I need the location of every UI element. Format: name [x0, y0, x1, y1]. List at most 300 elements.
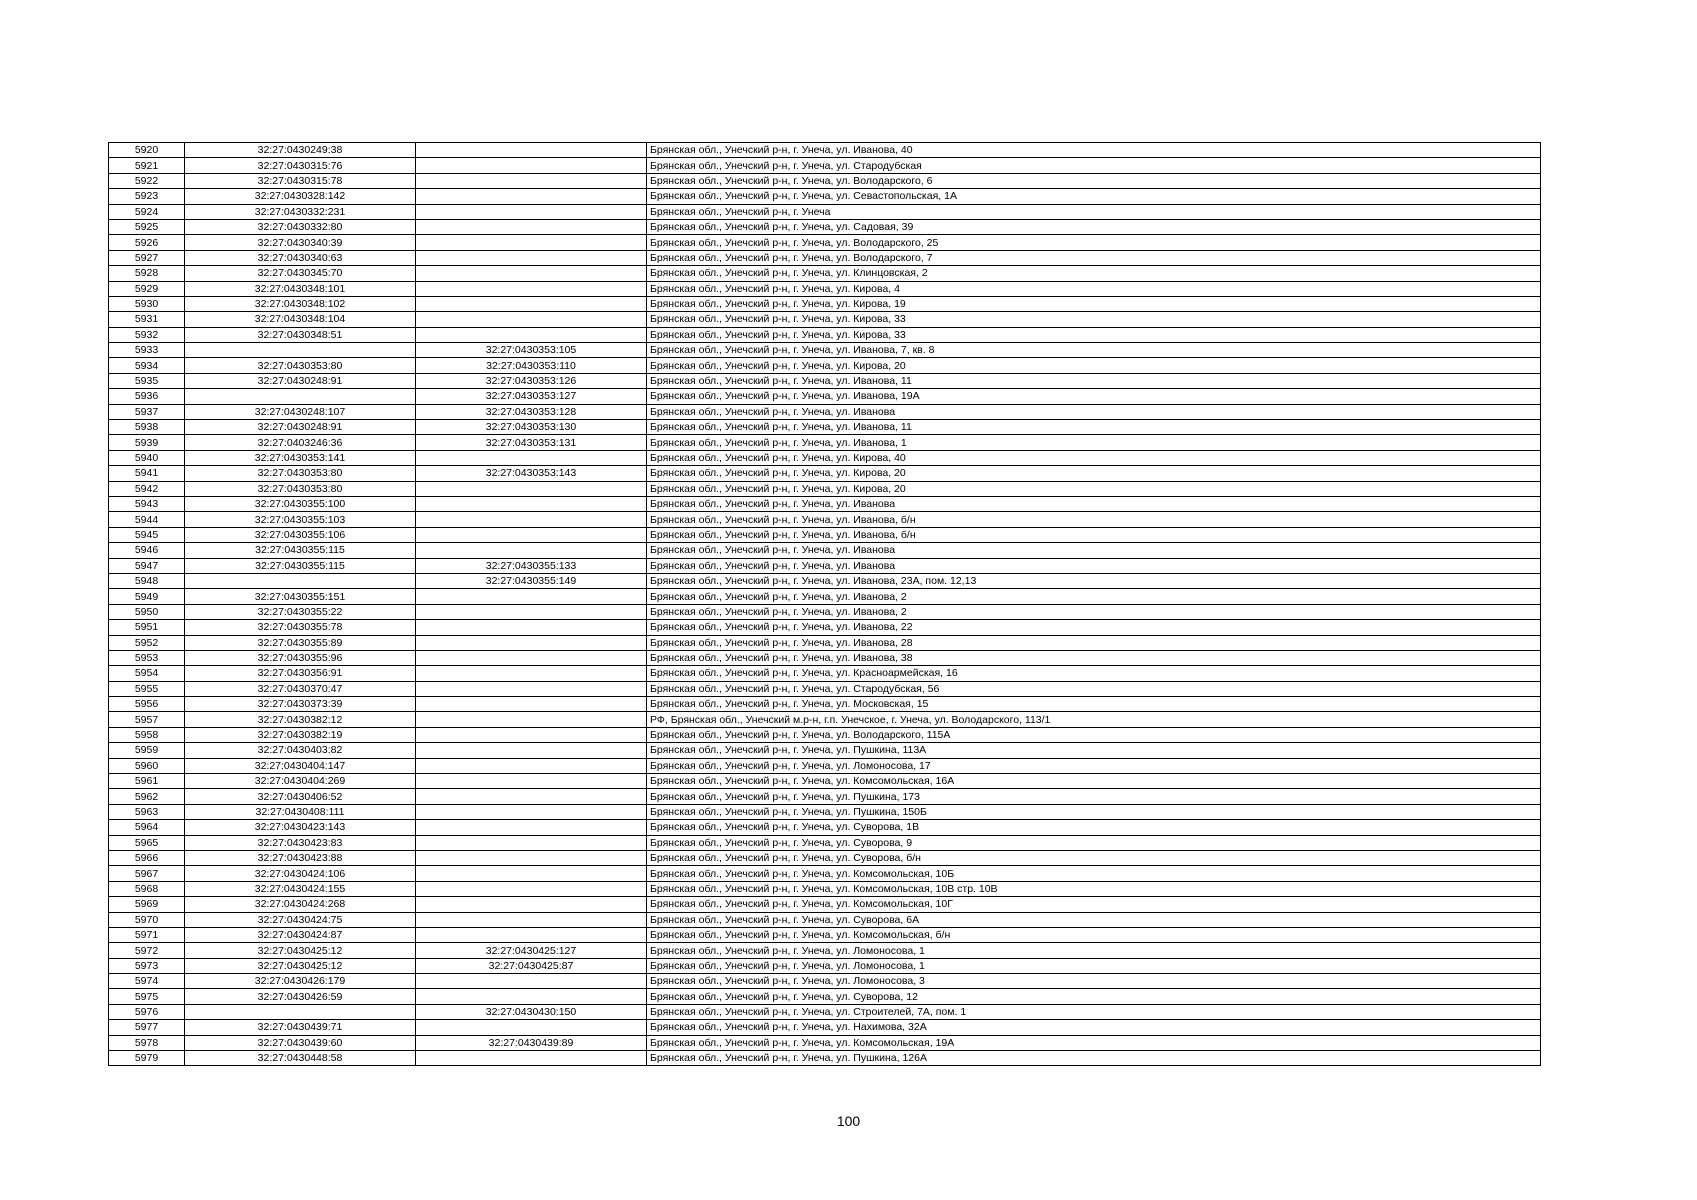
address-cell: Брянская обл., Унечский р-н, г. Унеча, ул. Кирова, 33 — [647, 312, 1541, 327]
address-cell: Брянская обл., Унечский р-н, г. Унеча, ул. Стародубская — [647, 158, 1541, 173]
related-cadastral-number-cell — [416, 635, 647, 650]
row-number-cell: 5975 — [109, 989, 185, 1004]
cadastral-number-cell — [185, 1004, 416, 1019]
related-cadastral-number-cell — [416, 881, 647, 896]
cadastral-number-cell: 32:27:0430425:12 — [185, 958, 416, 973]
address-cell: Брянская обл., Унечский р-н, г. Унеча, ул. Иванова — [647, 558, 1541, 573]
related-cadastral-number-cell: 32:27:0430439:89 — [416, 1035, 647, 1050]
related-cadastral-number-cell — [416, 774, 647, 789]
row-number-cell: 5968 — [109, 881, 185, 896]
row-number-cell: 5932 — [109, 327, 185, 342]
cadastral-number-cell: 32:27:0430355:106 — [185, 527, 416, 542]
cadastral-number-cell: 32:27:0430248:91 — [185, 373, 416, 388]
table-row — [109, 927, 1541, 942]
address-cell: Брянская обл., Унечский р-н, г. Унеча, ул. Пушкина, 150Б — [647, 804, 1541, 819]
address-cell: Брянская обл., Унечский р-н, г. Унеча, ул. Кирова, 20 — [647, 358, 1541, 373]
address-cell: Брянская обл., Унечский р-н, г. Унеча, ул. Иванова, 40 — [647, 143, 1541, 158]
table-row — [109, 1035, 1541, 1050]
address-cell: Брянская обл., Унечский р-н, г. Унеча, ул. Иванова, б/н — [647, 512, 1541, 527]
cadastral-number-cell: 32:27:0430348:51 — [185, 327, 416, 342]
related-cadastral-number-cell — [416, 158, 647, 173]
related-cadastral-number-cell — [416, 727, 647, 742]
table-row — [109, 404, 1541, 419]
cadastral-number-cell: 32:27:0430448:58 — [185, 1051, 416, 1066]
registry-table — [108, 142, 1541, 1066]
row-number-cell: 5963 — [109, 804, 185, 819]
cadastral-number-cell: 32:27:0430348:101 — [185, 281, 416, 296]
related-cadastral-number-cell — [416, 897, 647, 912]
address-cell: Брянская обл., Унечский р-н, г. Унеча, ул. Комсомольская, 10Б — [647, 866, 1541, 881]
row-number-cell: 5962 — [109, 789, 185, 804]
table-row — [109, 527, 1541, 542]
row-number-cell: 5939 — [109, 435, 185, 450]
related-cadastral-number-cell — [416, 204, 647, 219]
cadastral-number-cell — [185, 343, 416, 358]
address-cell: Брянская обл., Унечский р-н, г. Унеча, ул. Пушкина, 126А — [647, 1051, 1541, 1066]
related-cadastral-number-cell — [416, 927, 647, 942]
row-number-cell: 5944 — [109, 512, 185, 527]
row-number-cell: 5966 — [109, 850, 185, 865]
related-cadastral-number-cell — [416, 250, 647, 265]
address-cell: Брянская обл., Унечский р-н, г. Унеча, ул. Суворова, 9 — [647, 835, 1541, 850]
address-cell: Брянская обл., Унечский р-н, г. Унеча, ул. Комсомольская, б/н — [647, 927, 1541, 942]
table-row — [109, 989, 1541, 1004]
cadastral-number-cell: 32:27:0430424:155 — [185, 881, 416, 896]
cadastral-number-cell: 32:27:0430332:80 — [185, 219, 416, 234]
address-cell: Брянская обл., Унечский р-н, г. Унеча, ул. Кирова, 40 — [647, 450, 1541, 465]
table-row — [109, 281, 1541, 296]
row-number-cell: 5950 — [109, 604, 185, 619]
address-cell: Брянская обл., Унечский р-н, г. Унеча, ул. Строителей, 7А, пом. 1 — [647, 1004, 1541, 1019]
cadastral-number-cell: 32:27:0430353:80 — [185, 358, 416, 373]
related-cadastral-number-cell: 32:27:0430353:130 — [416, 420, 647, 435]
cadastral-number-cell: 32:27:0430355:96 — [185, 650, 416, 665]
table-row — [109, 774, 1541, 789]
table-row — [109, 820, 1541, 835]
cadastral-number-cell: 32:27:0430356:91 — [185, 666, 416, 681]
related-cadastral-number-cell — [416, 866, 647, 881]
cadastral-number-cell: 32:27:0430423:88 — [185, 850, 416, 865]
table-row — [109, 158, 1541, 173]
cadastral-number-cell: 32:27:0430426:179 — [185, 974, 416, 989]
row-number-cell: 5958 — [109, 727, 185, 742]
cadastral-number-cell: 32:27:0430425:12 — [185, 943, 416, 958]
row-number-cell: 5940 — [109, 450, 185, 465]
address-cell: Брянская обл., Унечский р-н, г. Унеча, ул. Кирова, 20 — [647, 466, 1541, 481]
address-cell: Брянская обл., Унечский р-н, г. Унеча, ул. Иванова, 22 — [647, 620, 1541, 635]
cadastral-number-cell: 32:27:0430355:78 — [185, 620, 416, 635]
table-row — [109, 712, 1541, 727]
related-cadastral-number-cell — [416, 543, 647, 558]
row-number-cell: 5951 — [109, 620, 185, 635]
table-row — [109, 266, 1541, 281]
address-cell: Брянская обл., Унечский р-н, г. Унеча, ул. Комсомольская, 10Г — [647, 897, 1541, 912]
cadastral-number-cell: 32:27:0430355:115 — [185, 543, 416, 558]
cadastral-number-cell: 32:27:0430355:22 — [185, 604, 416, 619]
address-cell: Брянская обл., Унечский р-н, г. Унеча, ул. Иванова — [647, 496, 1541, 511]
table-row — [109, 358, 1541, 373]
row-number-cell: 5933 — [109, 343, 185, 358]
related-cadastral-number-cell — [416, 296, 647, 311]
table-row — [109, 558, 1541, 573]
address-cell: Брянская обл., Унечский р-н, г. Унеча, ул. Иванова, 11 — [647, 373, 1541, 388]
row-number-cell: 5956 — [109, 697, 185, 712]
table-row — [109, 466, 1541, 481]
related-cadastral-number-cell: 32:27:0430353:143 — [416, 466, 647, 481]
row-number-cell: 5920 — [109, 143, 185, 158]
row-number-cell: 5929 — [109, 281, 185, 296]
address-cell: Брянская обл., Унечский р-н, г. Унеча, ул. Иванова, 38 — [647, 650, 1541, 665]
address-cell: Брянская обл., Унечский р-н, г. Унеча, ул. Кирова, 33 — [647, 327, 1541, 342]
cadastral-number-cell: 32:27:0430355:100 — [185, 496, 416, 511]
address-cell: Брянская обл., Унечский р-н, г. Унеча, ул. Ломоносова, 1 — [647, 943, 1541, 958]
table-row — [109, 312, 1541, 327]
related-cadastral-number-cell — [416, 266, 647, 281]
address-cell: Брянская обл., Унечский р-н, г. Унеча, ул. Володарского, 7 — [647, 250, 1541, 265]
address-cell: Брянская обл., Унечский р-н, г. Унеча, ул. Кирова, 19 — [647, 296, 1541, 311]
related-cadastral-number-cell — [416, 189, 647, 204]
row-number-cell: 5946 — [109, 543, 185, 558]
address-cell: Брянская обл., Унечский р-н, г. Унеча, ул. Володарского, 6 — [647, 173, 1541, 188]
related-cadastral-number-cell — [416, 820, 647, 835]
address-cell: Брянская обл., Унечский р-н, г. Унеча, ул. Садовая, 39 — [647, 219, 1541, 234]
related-cadastral-number-cell — [416, 743, 647, 758]
related-cadastral-number-cell — [416, 219, 647, 234]
table-row — [109, 1051, 1541, 1066]
row-number-cell: 5943 — [109, 496, 185, 511]
cadastral-number-cell: 32:27:0430353:141 — [185, 450, 416, 465]
table-row — [109, 943, 1541, 958]
table-row — [109, 850, 1541, 865]
related-cadastral-number-cell — [416, 620, 647, 635]
cadastral-number-cell: 32:27:0430439:60 — [185, 1035, 416, 1050]
table-row — [109, 589, 1541, 604]
table-row — [109, 727, 1541, 742]
table-row — [109, 543, 1541, 558]
address-cell: РФ, Брянская обл., Унечский м.р-н, г.п. Унечское, г. Унеча, ул. Володарского, 113/1 — [647, 712, 1541, 727]
cadastral-number-cell: 32:27:0430248:91 — [185, 420, 416, 435]
row-number-cell: 5952 — [109, 635, 185, 650]
row-number-cell: 5965 — [109, 835, 185, 850]
related-cadastral-number-cell — [416, 481, 647, 496]
row-number-cell: 5971 — [109, 927, 185, 942]
related-cadastral-number-cell: 32:27:0430353:110 — [416, 358, 647, 373]
related-cadastral-number-cell — [416, 681, 647, 696]
related-cadastral-number-cell — [416, 450, 647, 465]
related-cadastral-number-cell: 32:27:0430353:126 — [416, 373, 647, 388]
row-number-cell: 5937 — [109, 404, 185, 419]
cadastral-number-cell: 32:27:0430355:115 — [185, 558, 416, 573]
table-row — [109, 881, 1541, 896]
address-cell: Брянская обл., Унечский р-н, г. Унеча, ул. Володарского, 115А — [647, 727, 1541, 742]
related-cadastral-number-cell — [416, 758, 647, 773]
row-number-cell: 5925 — [109, 219, 185, 234]
table-row — [109, 250, 1541, 265]
address-cell: Брянская обл., Унечский р-н, г. Унеча, ул. Ломоносова, 3 — [647, 974, 1541, 989]
related-cadastral-number-cell — [416, 1051, 647, 1066]
row-number-cell: 5945 — [109, 527, 185, 542]
address-cell: Брянская обл., Унечский р-н, г. Унеча, ул. Володарского, 25 — [647, 235, 1541, 250]
address-cell: Брянская обл., Унечский р-н, г. Унеча, ул. Суворова, 12 — [647, 989, 1541, 1004]
table-row — [109, 450, 1541, 465]
row-number-cell: 5931 — [109, 312, 185, 327]
table-row — [109, 189, 1541, 204]
row-number-cell: 5960 — [109, 758, 185, 773]
address-cell: Брянская обл., Унечский р-н, г. Унеча, ул. Кирова, 4 — [647, 281, 1541, 296]
row-number-cell: 5979 — [109, 1051, 185, 1066]
table-row — [109, 512, 1541, 527]
table-row — [109, 912, 1541, 927]
table-row — [109, 296, 1541, 311]
table-row — [109, 897, 1541, 912]
cadastral-number-cell: 32:27:0430332:231 — [185, 204, 416, 219]
cadastral-number-cell: 32:27:0430315:76 — [185, 158, 416, 173]
cadastral-number-cell: 32:27:0430423:83 — [185, 835, 416, 850]
row-number-cell: 5936 — [109, 389, 185, 404]
table-row — [109, 974, 1541, 989]
cadastral-number-cell: 32:27:0430424:87 — [185, 927, 416, 942]
related-cadastral-number-cell — [416, 666, 647, 681]
row-number-cell: 5921 — [109, 158, 185, 173]
table-row — [109, 866, 1541, 881]
cadastral-number-cell: 32:27:0430353:80 — [185, 481, 416, 496]
table-row — [109, 804, 1541, 819]
address-cell: Брянская обл., Унечский р-н, г. Унеча, ул. Красноармейская, 16 — [647, 666, 1541, 681]
row-number-cell: 5942 — [109, 481, 185, 496]
row-number-cell: 5930 — [109, 296, 185, 311]
related-cadastral-number-cell — [416, 804, 647, 819]
address-cell: Брянская обл., Унечский р-н, г. Унеча, ул. Ломоносова, 1 — [647, 958, 1541, 973]
related-cadastral-number-cell: 32:27:0430355:133 — [416, 558, 647, 573]
cadastral-number-cell: 32:27:0430439:71 — [185, 1020, 416, 1035]
table-row — [109, 1020, 1541, 1035]
address-cell: Брянская обл., Унечский р-н, г. Унеча, ул. Московская, 15 — [647, 697, 1541, 712]
related-cadastral-number-cell — [416, 512, 647, 527]
related-cadastral-number-cell — [416, 1020, 647, 1035]
cadastral-number-cell: 32:27:0430315:78 — [185, 173, 416, 188]
address-cell: Брянская обл., Унечский р-н, г. Унеча, ул. Кирова, 20 — [647, 481, 1541, 496]
cadastral-number-cell: 32:27:0430424:268 — [185, 897, 416, 912]
address-cell: Брянская обл., Унечский р-н, г. Унеча, ул. Иванова, 2 — [647, 589, 1541, 604]
cadastral-number-cell: 32:27:0430382:12 — [185, 712, 416, 727]
row-number-cell: 5978 — [109, 1035, 185, 1050]
cadastral-number-cell: 32:27:0430408:111 — [185, 804, 416, 819]
row-number-cell: 5953 — [109, 650, 185, 665]
cadastral-number-cell: 32:27:0430355:151 — [185, 589, 416, 604]
related-cadastral-number-cell — [416, 989, 647, 1004]
row-number-cell: 5969 — [109, 897, 185, 912]
cadastral-number-cell: 32:27:0430348:104 — [185, 312, 416, 327]
row-number-cell: 5947 — [109, 558, 185, 573]
cadastral-number-cell: 32:27:0430424:75 — [185, 912, 416, 927]
table-row — [109, 420, 1541, 435]
row-number-cell: 5949 — [109, 589, 185, 604]
table-row — [109, 573, 1541, 588]
address-cell: Брянская обл., Унечский р-н, г. Унеча, ул. Иванова, 1 — [647, 435, 1541, 450]
table-row — [109, 835, 1541, 850]
cadastral-number-cell: 32:27:0430426:59 — [185, 989, 416, 1004]
registry-table-body — [109, 143, 1541, 1066]
table-row — [109, 635, 1541, 650]
row-number-cell: 5955 — [109, 681, 185, 696]
cadastral-number-cell: 32:27:0430423:143 — [185, 820, 416, 835]
row-number-cell: 5970 — [109, 912, 185, 927]
address-cell: Брянская обл., Унечский р-н, г. Унеча, ул. Стародубская, 56 — [647, 681, 1541, 696]
table-row — [109, 143, 1541, 158]
table-row — [109, 620, 1541, 635]
row-number-cell: 5927 — [109, 250, 185, 265]
cadastral-number-cell: 32:27:0430403:82 — [185, 743, 416, 758]
address-cell: Брянская обл., Унечский р-н, г. Унеча, ул. Иванова, 19А — [647, 389, 1541, 404]
cadastral-number-cell: 32:27:0430355:89 — [185, 635, 416, 650]
table-row — [109, 496, 1541, 511]
row-number-cell: 5923 — [109, 189, 185, 204]
related-cadastral-number-cell: 32:27:0430425:127 — [416, 943, 647, 958]
table-row — [109, 173, 1541, 188]
address-cell: Брянская обл., Унечский р-н, г. Унеча, ул. Иванова — [647, 543, 1541, 558]
table-row — [109, 789, 1541, 804]
address-cell: Брянская обл., Унечский р-н, г. Унеча, ул. Иванова, 2 — [647, 604, 1541, 619]
related-cadastral-number-cell — [416, 789, 647, 804]
row-number-cell: 5928 — [109, 266, 185, 281]
address-cell: Брянская обл., Унечский р-н, г. Унеча, ул. Комсомольская, 19А — [647, 1035, 1541, 1050]
row-number-cell: 5954 — [109, 666, 185, 681]
related-cadastral-number-cell — [416, 143, 647, 158]
address-cell: Брянская обл., Унечский р-н, г. Унеча, ул. Пушкина, 113А — [647, 743, 1541, 758]
cadastral-number-cell: 32:27:0430348:102 — [185, 296, 416, 311]
table-row — [109, 958, 1541, 973]
cadastral-number-cell: 32:27:0430340:63 — [185, 250, 416, 265]
table-row — [109, 435, 1541, 450]
related-cadastral-number-cell: 32:27:0430353:131 — [416, 435, 647, 450]
table-row — [109, 343, 1541, 358]
related-cadastral-number-cell: 32:27:0430353:127 — [416, 389, 647, 404]
table-row — [109, 666, 1541, 681]
row-number-cell: 5976 — [109, 1004, 185, 1019]
address-cell: Брянская обл., Унечский р-н, г. Унеча — [647, 204, 1541, 219]
table-row — [109, 204, 1541, 219]
address-cell: Брянская обл., Унечский р-н, г. Унеча, ул. Иванова — [647, 404, 1541, 419]
row-number-cell: 5973 — [109, 958, 185, 973]
cadastral-number-cell: 32:27:0430424:106 — [185, 866, 416, 881]
related-cadastral-number-cell — [416, 835, 647, 850]
table-row — [109, 758, 1541, 773]
address-cell: Брянская обл., Унечский р-н, г. Унеча, ул. Иванова, 11 — [647, 420, 1541, 435]
table-row — [109, 743, 1541, 758]
address-cell: Брянская обл., Унечский р-н, г. Унеча, ул. Суворова, б/н — [647, 850, 1541, 865]
address-cell: Брянская обл., Унечский р-н, г. Унеча, ул. Иванова, б/н — [647, 527, 1541, 542]
related-cadastral-number-cell: 32:27:0430355:149 — [416, 573, 647, 588]
row-number-cell: 5935 — [109, 373, 185, 388]
row-number-cell: 5964 — [109, 820, 185, 835]
table-row — [109, 327, 1541, 342]
related-cadastral-number-cell — [416, 974, 647, 989]
table-row — [109, 389, 1541, 404]
table-row — [109, 373, 1541, 388]
address-cell: Брянская обл., Унечский р-н, г. Унеча, ул. Иванова, 7, кв. 8 — [647, 343, 1541, 358]
address-cell: Брянская обл., Унечский р-н, г. Унеча, ул. Комсомольская, 16А — [647, 774, 1541, 789]
related-cadastral-number-cell: 32:27:0430430:150 — [416, 1004, 647, 1019]
row-number-cell: 5924 — [109, 204, 185, 219]
table-row — [109, 219, 1541, 234]
address-cell: Брянская обл., Унечский р-н, г. Унеча, ул. Суворова, 6А — [647, 912, 1541, 927]
table-row — [109, 681, 1541, 696]
row-number-cell: 5926 — [109, 235, 185, 250]
related-cadastral-number-cell — [416, 527, 647, 542]
row-number-cell: 5922 — [109, 173, 185, 188]
cadastral-number-cell: 32:27:0430249:38 — [185, 143, 416, 158]
related-cadastral-number-cell — [416, 281, 647, 296]
row-number-cell: 5959 — [109, 743, 185, 758]
cadastral-number-cell: 32:27:0430404:147 — [185, 758, 416, 773]
related-cadastral-number-cell — [416, 712, 647, 727]
cadastral-number-cell: 32:27:0430355:103 — [185, 512, 416, 527]
row-number-cell: 5977 — [109, 1020, 185, 1035]
cadastral-number-cell: 32:27:0403246:36 — [185, 435, 416, 450]
related-cadastral-number-cell: 32:27:0430353:128 — [416, 404, 647, 419]
row-number-cell: 5961 — [109, 774, 185, 789]
cadastral-number-cell: 32:27:0430340:39 — [185, 235, 416, 250]
table-row — [109, 604, 1541, 619]
table-row — [109, 697, 1541, 712]
related-cadastral-number-cell: 32:27:0430425:87 — [416, 958, 647, 973]
cadastral-number-cell: 32:27:0430345:70 — [185, 266, 416, 281]
page-number: 100 — [836, 1113, 861, 1129]
address-cell: Брянская обл., Унечский р-н, г. Унеча, ул. Иванова, 28 — [647, 635, 1541, 650]
related-cadastral-number-cell — [416, 312, 647, 327]
address-cell: Брянская обл., Унечский р-н, г. Унеча, ул. Ломоносова, 17 — [647, 758, 1541, 773]
cadastral-number-cell: 32:27:0430353:80 — [185, 466, 416, 481]
related-cadastral-number-cell — [416, 327, 647, 342]
address-cell: Брянская обл., Унечский р-н, г. Унеча, ул. Севастопольская, 1А — [647, 189, 1541, 204]
cadastral-number-cell: 32:27:0430328:142 — [185, 189, 416, 204]
cadastral-number-cell: 32:27:0430406:52 — [185, 789, 416, 804]
cadastral-number-cell: 32:27:0430373:39 — [185, 697, 416, 712]
row-number-cell: 5974 — [109, 974, 185, 989]
table-row — [109, 1004, 1541, 1019]
related-cadastral-number-cell — [416, 697, 647, 712]
address-cell: Брянская обл., Унечский р-н, г. Унеча, ул. Клинцовская, 2 — [647, 266, 1541, 281]
cadastral-number-cell — [185, 573, 416, 588]
related-cadastral-number-cell — [416, 650, 647, 665]
cadastral-number-cell: 32:27:0430382:19 — [185, 727, 416, 742]
cadastral-number-cell — [185, 389, 416, 404]
row-number-cell: 5967 — [109, 866, 185, 881]
table-row — [109, 481, 1541, 496]
cadastral-number-cell: 32:27:0430404:269 — [185, 774, 416, 789]
cadastral-number-cell: 32:27:0430370:47 — [185, 681, 416, 696]
row-number-cell: 5938 — [109, 420, 185, 435]
related-cadastral-number-cell: 32:27:0430353:105 — [416, 343, 647, 358]
address-cell: Брянская обл., Унечский р-н, г. Унеча, ул. Иванова, 23А, пом. 12,13 — [647, 573, 1541, 588]
related-cadastral-number-cell — [416, 173, 647, 188]
related-cadastral-number-cell — [416, 496, 647, 511]
address-cell: Брянская обл., Унечский р-н, г. Унеча, ул. Комсомольская, 10В стр. 10В — [647, 881, 1541, 896]
cadastral-number-cell: 32:27:0430248:107 — [185, 404, 416, 419]
table-row — [109, 235, 1541, 250]
address-cell: Брянская обл., Унечский р-н, г. Унеча, ул. Суворова, 1В — [647, 820, 1541, 835]
related-cadastral-number-cell — [416, 589, 647, 604]
related-cadastral-number-cell — [416, 850, 647, 865]
related-cadastral-number-cell — [416, 235, 647, 250]
table-row — [109, 650, 1541, 665]
related-cadastral-number-cell — [416, 912, 647, 927]
related-cadastral-number-cell — [416, 604, 647, 619]
row-number-cell: 5957 — [109, 712, 185, 727]
row-number-cell: 5948 — [109, 573, 185, 588]
row-number-cell: 5972 — [109, 943, 185, 958]
address-cell: Брянская обл., Унечский р-н, г. Унеча, ул. Пушкина, 173 — [647, 789, 1541, 804]
